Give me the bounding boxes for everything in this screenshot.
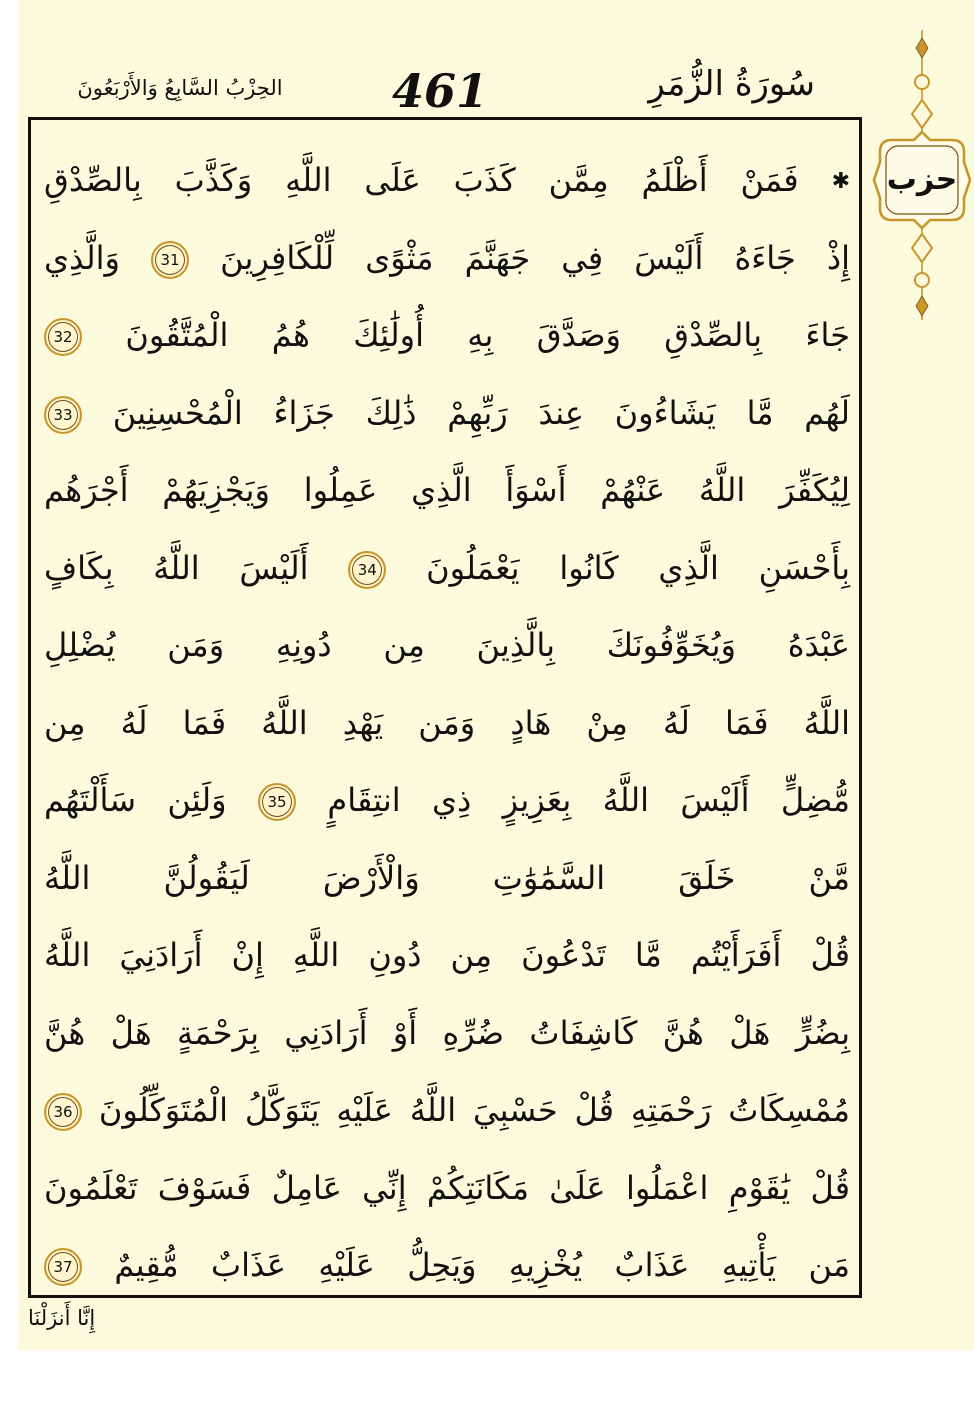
verse-text: لِيُكَفِّرَ اللَّهُ عَنْهُمْ أَسْوَأَ الَّذِي عَمِلُوا وَيَجْزِيَهُمْ أَجْرَهُم [44,471,850,509]
verse-text: أَلَيْسَ اللَّهُ بِكَافٍ [44,548,309,587]
verse-text: مُمْسِكَاتُ رَحْمَتِهِ قُلْ حَسْبِيَ اللَّهُ عَلَيْهِ يَتَوَكَّلُ الْمُتَوَكِّلُونَ [98,1091,851,1129]
quarter-star-icon: ✱ [831,169,851,194]
verse-text: قُلْ يَٰقَوْمِ اعْمَلُوا عَلَىٰ مَكَانَتِكُمْ إِنِّي عَامِلٌ فَسَوْفَ تَعْلَمُونَ [44,1168,850,1207]
ayah-end-marker: 34 [348,551,386,589]
verse-text: وَالَّذِي [44,238,120,277]
text-line [44,1005,850,1061]
text-line [44,1237,850,1293]
ornament-rosette [915,273,929,287]
text-line [44,152,850,208]
surah-title: سُورَةُ الزُّمَرِ [648,64,815,104]
hizb-marker-label: حزب [886,162,958,197]
text-line [44,617,850,673]
hizb-title: الحِزْبُ السَّابِعُ وَالأَرْبَعُونَ [77,76,283,100]
ayah-end-marker: 35 [258,783,296,821]
text-line [44,695,850,751]
ornament-diamond [912,100,932,128]
verse-lines [44,152,850,1293]
ayah-end-marker: 32 [44,318,82,356]
verse-text: اللَّهُ فَمَا لَهُ مِنْ هَادٍ وَمَن يَهْدِ اللَّهُ فَمَا لَهُ مِن [44,703,850,742]
ayah-end-marker: 33 [44,396,82,434]
verse-text: بِضُرٍّ هَلْ هُنَّ كَاشِفَاتُ ضُرِّهِ أَوْ أَرَادَنِي بِرَحْمَةٍ هَلْ هُنَّ [44,1013,850,1052]
ornament-diamond [912,234,932,262]
verse-text: مَن يَأْتِيهِ عَذَابٌ يُخْزِيهِ وَيَحِلُّ عَلَيْهِ عَذَابٌ مُّقِيمٌ [114,1246,850,1284]
text-line [44,850,850,906]
ornament-rosette [915,75,929,89]
verse-text: عَبْدَهُ وَيُخَوِّفُونَكَ بِالَّذِينَ مِن دُونِهِ وَمَن يُضْلِلِ [44,626,850,664]
text-line [44,772,850,828]
text-line [44,462,850,518]
verse-text: وَلَئِن سَأَلْتَهُم [44,781,227,819]
text-line [44,307,850,363]
ayah-end-marker: 31 [151,241,189,279]
ornament-diamond [916,296,928,316]
verse-text: مَّنْ خَلَقَ السَّمَٰوَٰتِ وَالْأَرْضَ لَيَقُولُنَّ اللَّهُ [44,858,850,897]
text-line [44,1160,850,1216]
verse-text: لَهُم مَّا يَشَاءُونَ عِندَ رَبِّهِمْ ذَٰلِكَ جَزَاءُ الْمُحْسِنِينَ [112,393,851,432]
text-line [44,1082,850,1138]
verse-text: مُّضِلٍّ أَلَيْسَ اللَّهُ بِعَزِيزٍ ذِي انتِقَامٍ [327,781,851,819]
catchword: إِنَّا أَنزَلْنَا [28,1306,96,1330]
ayah-end-marker: 36 [44,1093,82,1131]
page-number: 461 [391,64,489,118]
text-line [44,230,850,286]
verse-text: جَاءَ بِالصِّدْقِ وَصَدَّقَ بِهِ أُولَٰئِكَ هُمُ الْمُتَّقُونَ [125,316,851,354]
verse-text: إِذْ جَاءَهُ أَلَيْسَ فِي جَهَنَّمَ مَثْوًى لِّلْكَافِرِينَ [220,238,851,277]
verse-text: قُلْ أَفَرَأَيْتُم مَّا تَدْعُونَ مِن دُونِ اللَّهِ إِنْ أَرَادَنِيَ اللَّهُ [44,936,850,974]
text-line [44,385,850,441]
ayah-end-marker: 37 [44,1248,82,1286]
text-line [44,540,850,596]
text-line [44,927,850,983]
ornament-diamond [916,38,928,58]
verse-text: بِأَحْسَنِ الَّذِي كَانُوا يَعْمَلُونَ [426,548,851,587]
verse-text: فَمَنْ أَظْلَمُ مِمَّن كَذَبَ عَلَى اللَّهِ وَكَذَّبَ بِالصِّدْقِ [44,161,799,199]
